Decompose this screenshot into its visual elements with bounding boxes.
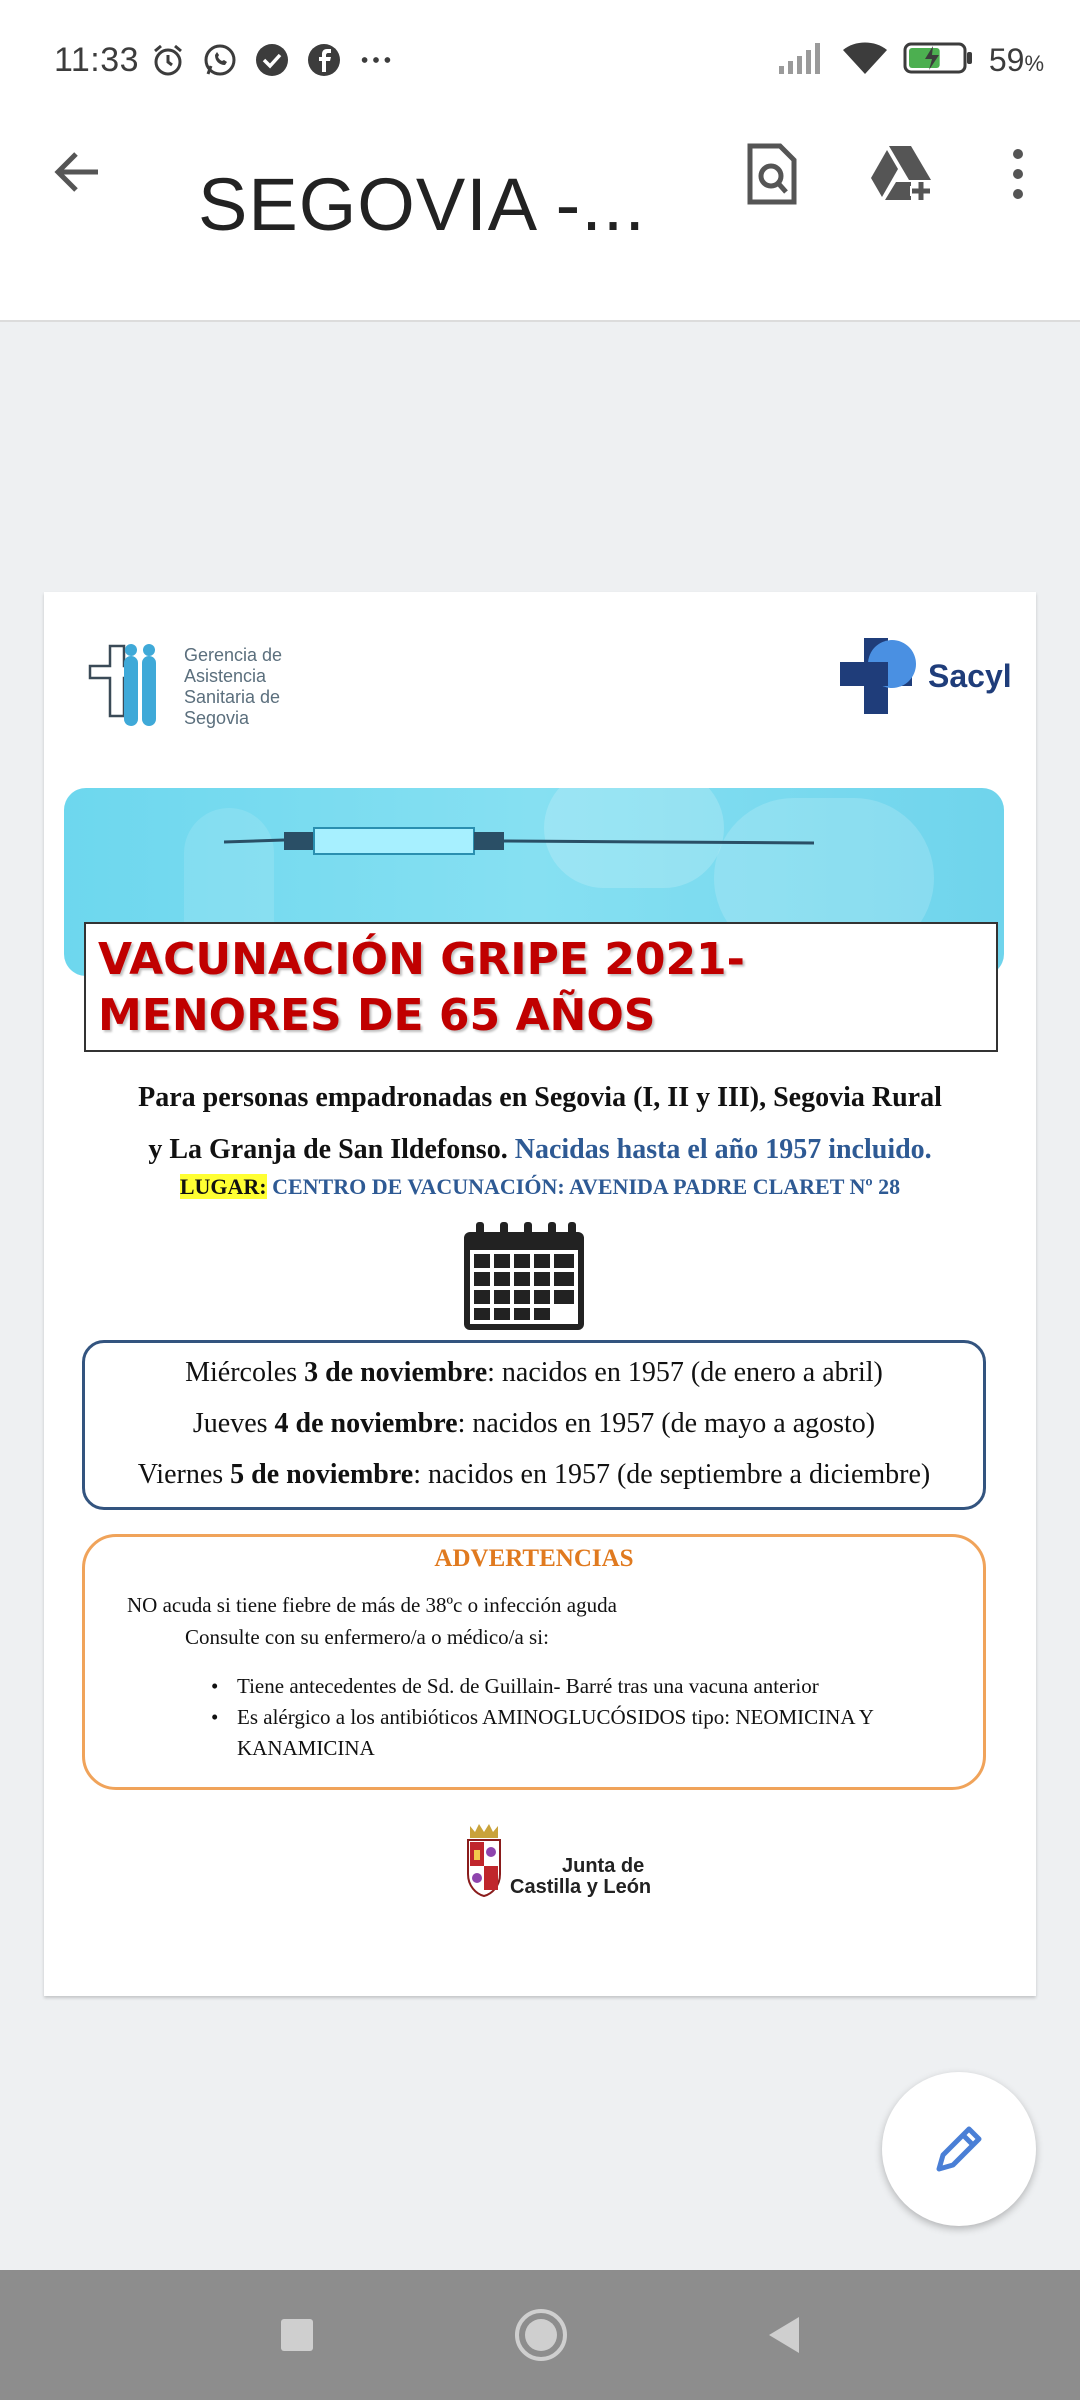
edit-pencil-icon	[929, 2119, 989, 2179]
check-circle-icon	[253, 41, 291, 79]
sacyl-cross-icon	[840, 634, 924, 718]
schedule-row: Miércoles 3 de noviembre: nacidos en 1957 (de enero a abril)	[185, 1357, 883, 1388]
intro-line-1: Para personas empadronadas en Segovia (I, II y III), Segovia Rural	[138, 1082, 942, 1113]
back-button[interactable]	[46, 140, 110, 204]
notification-icons	[149, 41, 395, 79]
status-time: 11:33	[54, 40, 140, 79]
battery-percent: 59%	[988, 41, 1044, 78]
navigation-bar	[0, 2270, 1080, 2400]
sacyl-logo-text: Sacyl	[928, 657, 1012, 694]
schedule-row: Viernes 5 de noviembre: nacidos en 1957 (de septiembre a diciembre)	[137, 1459, 931, 1490]
schedule-row: Jueves 4 de noviembre: nacidos en 1957 (de mayo a agosto)	[192, 1408, 876, 1439]
status-bar	[0, 0, 1080, 120]
warning-line-1: NO acuda si tiene fiebre de más de 38ºc o infección aguda	[127, 1593, 617, 1617]
junta-castilla-leon-logo	[464, 1820, 651, 1900]
list-item: • Es alérgico a los antibióticos AMINOGLUCÓSIDOS tipo: NEOMICINA Y KANAMICINA	[211, 1702, 951, 1764]
home-circle-icon	[513, 2307, 569, 2363]
location-value: CENTRO DE VACUNACIÓN: AVENIDA PADRE CLARET Nº 28	[272, 1174, 901, 1199]
find-in-page-button[interactable]	[736, 138, 808, 210]
signal-icon	[777, 40, 827, 81]
intro-text	[44, 1072, 1036, 1176]
alarm-icon	[149, 41, 187, 79]
sacyl-logo	[840, 634, 1012, 718]
find-in-page-icon	[744, 142, 800, 206]
battery-icon	[903, 40, 975, 81]
edit-button[interactable]	[882, 2072, 1036, 2226]
wifi-icon	[841, 40, 889, 81]
arrow-back-icon	[50, 144, 106, 200]
location-line	[44, 1174, 1036, 1200]
add-to-drive-icon	[869, 144, 935, 204]
junta-logo-text: Junta de Castilla y León	[510, 1855, 652, 1898]
app-bar	[0, 120, 1080, 322]
recents-button[interactable]	[262, 2300, 332, 2370]
recents-square-icon	[277, 2315, 317, 2355]
home-button[interactable]	[506, 2300, 576, 2370]
gerencia-logo-text: Gerencia de Asistencia Sanitaria de Segovia	[184, 645, 283, 728]
flyer-title	[84, 922, 998, 1052]
intro-line-2: y La Granja de San Ildefonso. Nacidas hasta el año 1957 incluido.	[148, 1134, 932, 1165]
location-label: LUGAR:	[179, 1174, 267, 1199]
title-line-1: VACUNACIÓN GRIPE 2021-	[98, 934, 745, 985]
more-vert-icon	[1008, 144, 1028, 204]
add-to-drive-button[interactable]	[866, 138, 938, 210]
syringe-icon	[224, 818, 824, 868]
warnings-title: ADVERTENCIAS	[434, 1545, 634, 1572]
warnings-box	[82, 1534, 986, 1790]
back-triangle-icon	[763, 2313, 803, 2357]
warning-line-2: Consulte con su enfermero/a o médico/a si:	[185, 1625, 549, 1649]
gerencia-logo	[86, 642, 282, 732]
more-dots-icon	[357, 41, 395, 79]
title-line-2: MENORES DE 65 AÑOS	[98, 990, 656, 1041]
gerencia-emblem-icon	[86, 642, 176, 732]
coat-of-arms-icon	[464, 1820, 504, 1900]
whatsapp-icon	[201, 41, 239, 79]
document-page[interactable]	[44, 592, 1036, 1996]
calendar-icon	[462, 1220, 586, 1337]
document-title: SEGOVIA -...	[198, 163, 646, 246]
facebook-icon	[305, 41, 343, 79]
more-options-button[interactable]	[982, 138, 1054, 210]
list-item: • Tiene antecedentes de Sd. de Guillain- Barré tras una vacuna anterior	[211, 1671, 951, 1702]
schedule-box	[82, 1340, 986, 1510]
system-indicators	[777, 40, 1044, 81]
back-nav-button[interactable]	[748, 2300, 818, 2370]
warnings-list	[211, 1671, 951, 1764]
